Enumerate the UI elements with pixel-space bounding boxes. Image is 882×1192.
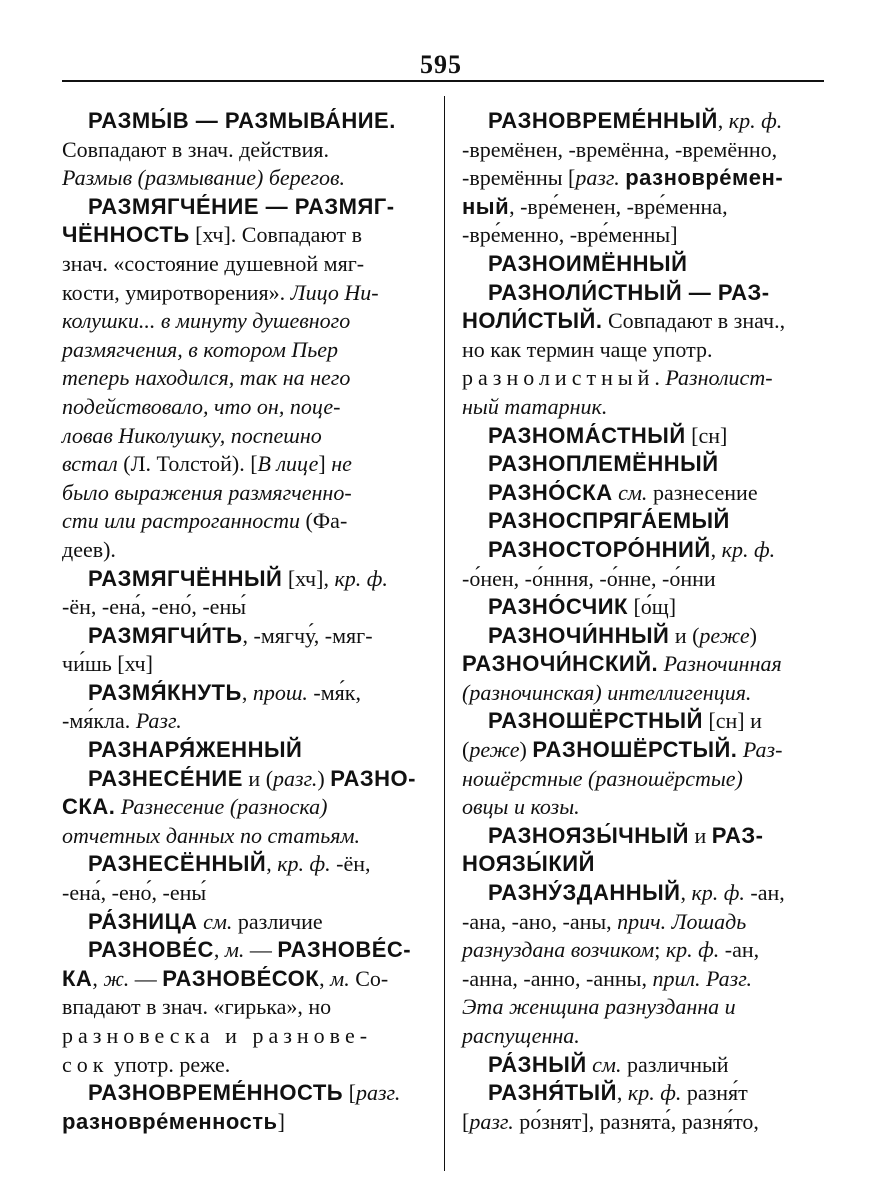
italic-text: сти или растроганности: [62, 508, 300, 534]
headword: РАЗНОВРЕМЕ́ННЫЙ: [488, 108, 718, 133]
dictionary-line: [462, 336, 822, 365]
dictionary-line: [462, 450, 822, 479]
headword: РАЗНАРЯ́ЖЕННЫЙ: [88, 737, 303, 763]
column-divider: [444, 96, 445, 1171]
dictionary-line: [62, 164, 422, 193]
headword: РАЗМЯГЧЕ́НИЕ — РАЗМЯГ-: [88, 193, 395, 219]
dictionary-line: [62, 393, 422, 422]
dictionary-line: [462, 136, 822, 165]
italic-text: см.: [618, 479, 648, 505]
entry-text: ,: [717, 108, 729, 133]
headword: НОЛИ́СТЫЙ.: [462, 308, 603, 334]
headword: НОЯЗЫ́КИЙ: [462, 851, 595, 877]
italic-text: прош.: [252, 679, 308, 705]
entry-text: [: [343, 1080, 356, 1106]
spaced-text: разнолистный: [462, 365, 655, 391]
entry-text: Совпадают в знач.,: [602, 308, 786, 334]
entry-text: знач. «состояние душевной мяг-: [62, 250, 365, 276]
dictionary-line: [462, 765, 822, 794]
dictionary-line: [462, 1051, 822, 1080]
dictionary-line: [62, 136, 422, 165]
italic-text: Разнесение (разноска): [120, 794, 328, 820]
headword: КА: [62, 965, 93, 991]
dictionary-line: [462, 707, 822, 736]
headword: РАЗНОВЕ́С: [88, 937, 214, 963]
headword: РАЗНОЛИ́СТНЫЙ — РАЗ-: [488, 279, 770, 305]
italic-text: разг.: [575, 165, 620, 191]
dictionary-line: [462, 279, 822, 308]
entry-text: ]: [318, 451, 332, 477]
dictionary-line: [462, 164, 822, 193]
headword: РАЗНОСПРЯГА́ЕМЫЙ: [488, 508, 730, 534]
italic-text: м.: [330, 965, 350, 991]
headword: СКА.: [62, 794, 116, 820]
headword: РАЗНЕСЕ́НИЕ: [88, 765, 243, 791]
headword: РАЗНОШЁРСТЫЙ.: [532, 737, 738, 763]
headword: РАЗМЯГЧЁННЫЙ: [88, 565, 283, 591]
headword: РАЗМЫ́В — РАЗМЫВА́НИЕ.: [88, 108, 396, 133]
entry-text: кости, умиротворения».: [62, 279, 291, 305]
dictionary-line: [462, 679, 822, 708]
italic-text: Раз-: [742, 737, 783, 763]
italic-text: разг.: [273, 765, 318, 791]
italic-text: Размыв (размывание) берегов.: [62, 165, 346, 191]
dictionary-line: [62, 279, 422, 308]
dictionary-line: [62, 707, 422, 736]
entry-text: и (: [669, 622, 700, 648]
dictionary-line: [462, 993, 822, 1022]
italic-text: отчетных данных по статьям.: [62, 822, 361, 848]
headword: РА́ЗНЫЙ: [488, 1051, 587, 1077]
italic-text: подействовало, что он, поце-: [62, 393, 341, 419]
entry-text: [сн] и: [702, 708, 762, 734]
dictionary-line: [462, 879, 822, 908]
dictionary-line: [62, 622, 422, 651]
dictionary-line: [62, 250, 422, 279]
dictionary-line: [462, 221, 822, 250]
entry-text: ): [519, 737, 533, 763]
spaced-text: сок: [62, 1051, 109, 1077]
italic-text: реже: [469, 737, 520, 763]
entry-text: чи́шь [хч]: [62, 651, 153, 677]
italic-text: реже: [699, 622, 750, 648]
entry-text: (Л. Толстой). [: [117, 451, 258, 477]
dictionary-line: [62, 965, 422, 994]
dictionary-line: [62, 565, 422, 594]
entry-text: [о́щ]: [627, 594, 677, 620]
italic-text: разнуздана возчиком: [462, 937, 655, 963]
entry-text: ,: [710, 536, 722, 562]
italic-text: разг.: [355, 1080, 401, 1106]
dictionary-line: [62, 765, 422, 794]
entry-text: ): [749, 622, 757, 648]
italic-text: В лице: [257, 451, 319, 477]
entry-text: впадают в знач. «гирька», но: [62, 994, 332, 1020]
italic-text: см.: [592, 1051, 622, 1077]
entry-text: и (: [242, 765, 274, 791]
entry-text: [сн]: [685, 422, 728, 448]
dictionary-line: [62, 736, 422, 765]
dictionary-line: [462, 965, 822, 994]
dictionary-line: [62, 1079, 422, 1108]
headword: РАЗНОВЕ́СОК: [162, 965, 320, 991]
dictionary-line: [62, 593, 422, 622]
headword: РАЗНОПЛЕМЁННЫЙ: [488, 451, 719, 477]
right-column: [462, 107, 822, 1136]
italic-text: Разнолист-: [665, 365, 773, 391]
italic-text: ловав Николушку, поспешно: [62, 422, 322, 448]
dictionary-line: [462, 565, 822, 594]
entry-text: -ён, -ена́, -ено́, -ены́: [62, 594, 247, 620]
italic-text: м.: [224, 937, 245, 963]
italic-text: ношёрстные (разношёрстые): [462, 765, 743, 791]
dictionary-line: [462, 107, 822, 136]
italic-text: размягчения, в котором Пьер: [62, 336, 339, 362]
entry-text: -мя́кла.: [62, 708, 136, 734]
dictionary-line: [62, 936, 422, 965]
italic-text: прил. Разг.: [652, 965, 753, 991]
headword: РАЗНОШЁРСТНЫЙ: [488, 708, 703, 734]
entry-text: -анна, -анно, -анны,: [462, 965, 653, 991]
entry-text: -о́нен, -о́нння, -о́нне, -о́нни: [462, 565, 716, 591]
dictionary-line: [462, 536, 822, 565]
dictionary-line: [462, 193, 822, 222]
headword: РАЗНОМА́СТНЫЙ: [488, 422, 686, 448]
italic-text: не: [331, 451, 352, 477]
dictionary-line: [62, 364, 422, 393]
entry-text: разня́т: [681, 1080, 748, 1106]
dictionary-line: [62, 850, 422, 879]
entry-text: —: [129, 965, 163, 991]
entry-text: различие: [232, 908, 323, 934]
dictionary-line: [62, 1051, 422, 1080]
dictionary-line: [462, 822, 822, 851]
dictionary-line: [462, 250, 822, 279]
dictionary-line: [462, 364, 822, 393]
italic-text: кр. ф.: [721, 536, 776, 562]
entry-text: ,: [680, 880, 692, 906]
dictionary-line: [462, 793, 822, 822]
entry-text: (: [462, 737, 470, 763]
headword: РАЗНУ́ЗДАННЫЙ: [488, 880, 681, 906]
dictionary-line: [462, 1022, 822, 1051]
entry-text: -ена́, -ено́, -ены́: [62, 880, 207, 906]
entry-text: ): [317, 765, 331, 791]
italic-text: ж.: [103, 965, 130, 991]
entry-text: Со-: [349, 965, 389, 991]
italic-text: колушки... в минуту душевного: [62, 308, 351, 334]
entry-text: ,: [92, 965, 104, 991]
dictionary-line: [62, 450, 422, 479]
headword: РАЗНОИМЁННЫЙ: [488, 250, 688, 276]
entry-text: ,: [616, 1080, 628, 1106]
spaced-text: разновеска и разнове-: [62, 1023, 373, 1048]
entry-text: употр. реже.: [108, 1051, 231, 1077]
entry-text: -мя́к,: [307, 679, 361, 705]
dictionary-line: [462, 736, 822, 765]
italic-text: разг.: [469, 1108, 514, 1134]
headword: РАЗ-: [711, 822, 764, 848]
dictionary-line: [62, 1022, 422, 1051]
dictionary-line: [62, 107, 422, 136]
header-rule: [62, 80, 824, 82]
headword: РАЗНОЯЗЫ́ЧНЫЙ: [488, 822, 689, 848]
headword: РАЗНОСТОРО́ННИЙ: [488, 536, 711, 562]
dictionary-line: [62, 679, 422, 708]
italic-text: встал: [62, 451, 118, 477]
entry-text: ;: [654, 937, 666, 963]
dictionary-line: [462, 908, 822, 937]
dictionary-line: [462, 507, 822, 536]
dictionary-line: [62, 422, 422, 451]
entry-text: но как термин чаще употр.: [462, 336, 713, 362]
entry-text: ,: [319, 965, 331, 991]
headword: РАЗНОВЕ́С-: [277, 937, 412, 963]
dictionary-line: [462, 650, 822, 679]
headword: разновре́мен-: [625, 165, 784, 191]
dictionary-line: [62, 993, 422, 1022]
dictionary-line: [462, 1079, 822, 1108]
dictionary-line: [62, 193, 422, 222]
headword: РАЗНО-: [330, 765, 416, 791]
entry-text: , -мягчу́, -мяг-: [242, 622, 373, 648]
headword: РАЗНО́СЧИК: [488, 594, 628, 620]
dictionary-line: [62, 479, 422, 508]
entry-text: ,: [241, 679, 253, 705]
headword: РАЗНО́СКА: [488, 479, 613, 505]
entry-text: —: [244, 937, 278, 963]
entry-text: ,: [213, 937, 225, 963]
headword: РАЗМЯ́КНУТЬ: [88, 679, 242, 705]
entry-text: разнесение: [647, 479, 758, 505]
italic-text: см.: [203, 908, 233, 934]
italic-text: Эта женщина разнузданна и: [462, 994, 736, 1020]
entry-text: -ана, -ано, -аны,: [462, 908, 618, 934]
italic-text: кр. ф.: [277, 851, 331, 877]
dictionary-line: [462, 593, 822, 622]
entry-text: -времёнен, -времённа, -времённо,: [462, 136, 778, 162]
entry-text: [хч],: [282, 565, 335, 591]
dictionary-line: [462, 850, 822, 879]
italic-text: теперь находился, так на него: [62, 365, 351, 391]
italic-text: кр. ф.: [691, 880, 745, 906]
entry-text: -ан,: [744, 880, 785, 906]
italic-text: было выражения размягченно-: [62, 479, 352, 505]
dictionary-line: [462, 422, 822, 451]
entry-text: ро́знят], разнята́, разня́то,: [513, 1108, 759, 1134]
headword: РАЗНОЧИ́НСКИЙ.: [462, 651, 659, 677]
headword: ный: [462, 193, 510, 219]
dictionary-line: [62, 650, 422, 679]
dictionary-line: [462, 479, 822, 508]
headword: РАЗНЯ́ТЫЙ: [488, 1080, 617, 1106]
dictionary-line: [62, 793, 422, 822]
italic-text: Лицо Ни-: [290, 279, 379, 305]
entry-text: и: [688, 822, 712, 848]
italic-text: ный татарник.: [462, 393, 608, 419]
headword: РАЗМЯГЧИ́ТЬ: [88, 622, 243, 648]
italic-text: Разночинная: [663, 651, 782, 677]
dictionary-line: [62, 879, 422, 908]
italic-text: кр. ф.: [334, 565, 388, 591]
entry-text: Совпадают в знач. действия.: [62, 136, 330, 162]
entry-text: ]: [277, 1108, 285, 1134]
headword: РАЗНОВРЕМЕ́ННОСТЬ: [88, 1080, 344, 1106]
headword: РАЗНОЧИ́ННЫЙ: [488, 622, 670, 648]
entry-text: [: [462, 1108, 470, 1134]
dictionary-line: [62, 536, 422, 565]
left-column: [62, 107, 422, 1136]
italic-text: Разг.: [135, 708, 182, 734]
dictionary-line: [62, 908, 422, 937]
italic-text: кр. ф.: [728, 108, 783, 133]
entry-text: деев).: [62, 536, 116, 562]
entry-text: .: [654, 365, 666, 391]
entry-text: различный: [621, 1051, 729, 1077]
dictionary-line: [462, 307, 822, 336]
entry-text: -времённы [: [462, 165, 576, 191]
italic-text: кр. ф.: [665, 937, 720, 963]
headword: РАЗНЕСЁННЫЙ: [88, 851, 267, 877]
italic-text: прич. Лошадь: [617, 908, 747, 934]
entry-text: -вре́менно, -вре́менны]: [462, 222, 678, 248]
italic-text: (разночинская) интеллигенция.: [462, 679, 752, 705]
italic-text: кр. ф.: [627, 1080, 682, 1106]
italic-text: овцы и козы.: [462, 794, 580, 820]
headword: разновре́менность: [62, 1108, 278, 1134]
page-number: 595: [420, 50, 462, 79]
entry-text: (Фа-: [299, 508, 348, 534]
dictionary-line: [462, 622, 822, 651]
entry-text: , -вре́менен, -вре́менна,: [509, 193, 728, 219]
dictionary-line: [62, 1108, 422, 1137]
dictionary-line: [62, 221, 422, 250]
italic-text: распущенна.: [462, 1023, 580, 1048]
dictionary-line: [462, 1108, 822, 1137]
entry-text: ,: [266, 851, 278, 877]
entry-text: [хч]. Совпадают в: [189, 222, 362, 248]
dictionary-line: [462, 936, 822, 965]
dictionary-line: [62, 507, 422, 536]
headword: ЧЁННОСТЬ: [62, 222, 190, 248]
entry-text: -ан,: [719, 937, 760, 963]
dictionary-line: [62, 822, 422, 851]
dictionary-line: [462, 393, 822, 422]
headword: РА́ЗНИЦА: [88, 908, 198, 934]
entry-text: -ён,: [330, 851, 371, 877]
dictionary-line: [62, 336, 422, 365]
dictionary-line: [62, 307, 422, 336]
